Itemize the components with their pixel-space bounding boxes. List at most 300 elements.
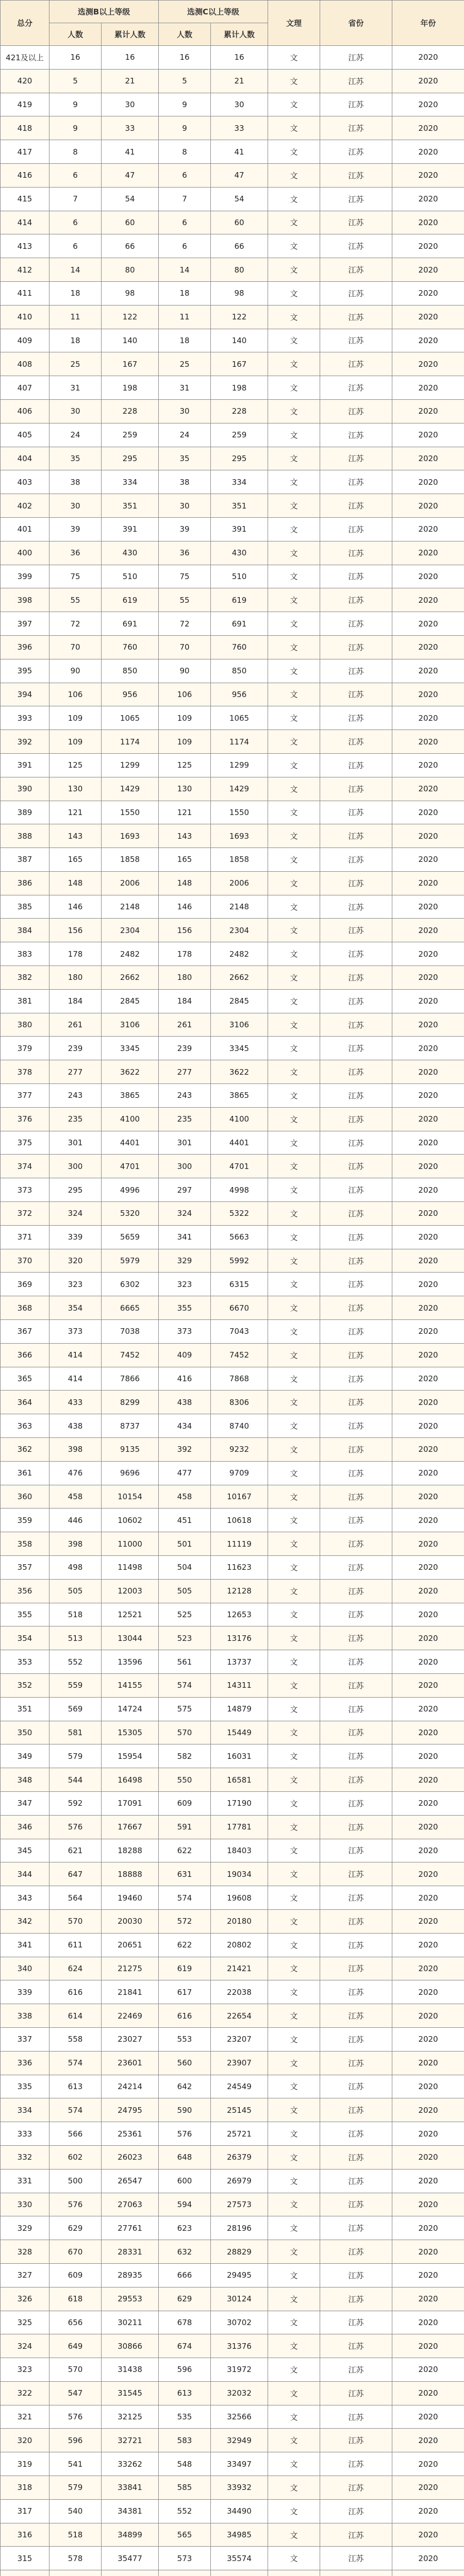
- cell-year: 2020: [392, 1744, 464, 1768]
- cell-b-people: 165: [49, 848, 102, 872]
- cell-subject: 文: [268, 1438, 320, 1462]
- cell-year: 2020: [392, 1391, 464, 1414]
- cell-b-cumulative: 295: [102, 447, 159, 470]
- cell-subject: 文: [268, 1957, 320, 1980]
- cell-b-cumulative: 28935: [102, 2263, 159, 2287]
- cell-score: 406: [1, 399, 49, 423]
- cell-subject: 文: [268, 1414, 320, 1438]
- cell-year: 2020: [392, 1178, 464, 1202]
- cell-b-people: 373: [49, 1320, 102, 1344]
- cell-b-cumulative: 4401: [102, 1131, 159, 1155]
- cell-score: 374: [1, 1155, 49, 1178]
- cell-score: 336: [1, 2051, 49, 2075]
- cell-c-people: 409: [159, 1343, 211, 1367]
- cell-b-cumulative: 7038: [102, 1320, 159, 1344]
- cell-b-people: 70: [49, 635, 102, 659]
- cell-b-people: 505: [49, 1579, 102, 1603]
- cell-b-people: 109: [49, 706, 102, 730]
- cell-c-people: 451: [159, 1509, 211, 1532]
- cell-c-cumulative: 2006: [211, 871, 268, 895]
- cell-year: 2020: [392, 1414, 464, 1438]
- cell-b-people: 446: [49, 1509, 102, 1532]
- cell-year: 2020: [392, 683, 464, 706]
- cell-year: 2020: [392, 447, 464, 470]
- table-row: [1, 1414, 464, 1438]
- cell-year: 2020: [392, 1273, 464, 1296]
- cell-c-cumulative: 122: [211, 305, 268, 329]
- table-row: [1, 2499, 464, 2523]
- cell-b-cumulative: 8299: [102, 1391, 159, 1414]
- cell-b-cumulative: 54: [102, 187, 159, 211]
- cell-c-cumulative: 2845: [211, 989, 268, 1013]
- cell-province: [320, 2570, 392, 2576]
- cell-year: 2020: [392, 966, 464, 990]
- cell-c-people: 535: [159, 2405, 211, 2429]
- cell-province: 江苏: [320, 2287, 392, 2311]
- cell-subject: 文: [268, 1202, 320, 1226]
- cell-province: 江苏: [320, 942, 392, 966]
- cell-b-people: 106: [49, 683, 102, 706]
- cell-b-cumulative: 29553: [102, 2287, 159, 2311]
- cell-score: 318: [1, 2476, 49, 2500]
- cell-b-people: 540: [49, 2499, 102, 2523]
- table-row: [1, 683, 464, 706]
- cell-province: 江苏: [320, 1013, 392, 1037]
- cell-c-people: 642: [159, 2075, 211, 2098]
- cell-year: 2020: [392, 1367, 464, 1391]
- cell-c-people: 18: [159, 281, 211, 305]
- cell-b-cumulative: 18888: [102, 1862, 159, 1886]
- cell-province: 江苏: [320, 2452, 392, 2476]
- cell-c-cumulative: 24549: [211, 2075, 268, 2098]
- cell-year: 2020: [392, 2122, 464, 2146]
- cell-score: 391: [1, 753, 49, 777]
- cell-score: 357: [1, 1556, 49, 1580]
- cell-province: 江苏: [320, 187, 392, 211]
- cell-province: 江苏: [320, 447, 392, 470]
- cell-score: 420: [1, 69, 49, 93]
- cell-score: 383: [1, 942, 49, 966]
- cell-province: 江苏: [320, 2311, 392, 2334]
- cell-year: 2020: [392, 1556, 464, 1580]
- cell-b-cumulative: 8737: [102, 1414, 159, 1438]
- cell-b-people: 180: [49, 966, 102, 990]
- cell-subject: 文: [268, 1721, 320, 1744]
- cell-province: 江苏: [320, 588, 392, 612]
- cell-b-cumulative: 2148: [102, 895, 159, 919]
- table-row: [1, 1791, 464, 1815]
- cell-score: 404: [1, 447, 49, 470]
- cell-score: 365: [1, 1367, 49, 1391]
- cell-b-cumulative: 619: [102, 588, 159, 612]
- cell-b-people: 30: [49, 494, 102, 518]
- cell-c-people: [159, 2570, 211, 2576]
- cell-c-people: 8: [159, 140, 211, 164]
- table-row: [1, 234, 464, 258]
- cell-c-people: 14: [159, 258, 211, 282]
- cell-b-cumulative: 510: [102, 565, 159, 588]
- cell-year: 2020: [392, 352, 464, 376]
- cell-c-people: 239: [159, 1037, 211, 1060]
- cell-subject: 文: [268, 187, 320, 211]
- cell-c-people: 323: [159, 1273, 211, 1296]
- table-row: [1, 517, 464, 541]
- cell-year: 2020: [392, 93, 464, 116]
- cell-year: 2020: [392, 163, 464, 187]
- cell-subject: 文: [268, 848, 320, 872]
- table-row: [1, 871, 464, 895]
- cell-score: 351: [1, 1697, 49, 1721]
- table-body: [1, 46, 464, 2576]
- cell-b-people: 570: [49, 1909, 102, 1933]
- cell-b-cumulative: 24795: [102, 2098, 159, 2122]
- cell-c-cumulative: 8740: [211, 1414, 268, 1438]
- cell-b-cumulative: 2845: [102, 989, 159, 1013]
- cell-c-people: 619: [159, 1957, 211, 1980]
- cell-b-people: 354: [49, 1296, 102, 1320]
- cell-province: 江苏: [320, 1178, 392, 1202]
- cell-c-people: 600: [159, 2169, 211, 2193]
- cell-subject: 文: [268, 116, 320, 140]
- table-row: [1, 423, 464, 447]
- cell-c-cumulative: 33497: [211, 2452, 268, 2476]
- cell-score: 393: [1, 706, 49, 730]
- table-row: [1, 46, 464, 70]
- cell-b-cumulative: 2482: [102, 942, 159, 966]
- cell-b-cumulative: 3106: [102, 1013, 159, 1037]
- cell-province: 江苏: [320, 1202, 392, 1226]
- cell-year: 2020: [392, 2169, 464, 2193]
- table-row: [1, 1273, 464, 1296]
- cell-b-people: 614: [49, 2004, 102, 2028]
- cell-score: 346: [1, 1815, 49, 1839]
- cell-year: 2020: [392, 1131, 464, 1155]
- cell-b-cumulative: 6302: [102, 1273, 159, 1296]
- cell-b-cumulative: 20030: [102, 1909, 159, 1933]
- cell-year: 2020: [392, 1202, 464, 1226]
- cell-c-cumulative: 140: [211, 329, 268, 352]
- cell-province: 江苏: [320, 848, 392, 872]
- cell-c-cumulative: 1858: [211, 848, 268, 872]
- cell-b-people: 277: [49, 1060, 102, 1084]
- cell-province: 江苏: [320, 2216, 392, 2240]
- cell-year: 2020: [392, 989, 464, 1013]
- cell-c-people: 576: [159, 2122, 211, 2146]
- cell-province: 江苏: [320, 1249, 392, 1273]
- cell-province: 江苏: [320, 2169, 392, 2193]
- table-row: [1, 1509, 464, 1532]
- table-row: [1, 1084, 464, 1108]
- cell-c-cumulative: 19608: [211, 1886, 268, 1910]
- cell-province: 江苏: [320, 1367, 392, 1391]
- cell-score: 409: [1, 329, 49, 352]
- cell-b-people: 476: [49, 1461, 102, 1485]
- cell-c-cumulative: 6315: [211, 1273, 268, 1296]
- cell-b-cumulative: 1858: [102, 848, 159, 872]
- cell-subject: 文: [268, 1603, 320, 1626]
- cell-subject: 文: [268, 399, 320, 423]
- cell-subject: 文: [268, 329, 320, 352]
- cell-province: 江苏: [320, 46, 392, 70]
- cell-c-people: 438: [159, 1391, 211, 1414]
- cell-subject: 文: [268, 895, 320, 919]
- cell-score: 345: [1, 1839, 49, 1862]
- cell-c-cumulative: 5322: [211, 1202, 268, 1226]
- cell-year: 2020: [392, 612, 464, 636]
- cell-province: 江苏: [320, 423, 392, 447]
- cell-c-people: 622: [159, 1839, 211, 1862]
- cell-subject: 文: [268, 1839, 320, 1862]
- cell-c-people: 178: [159, 942, 211, 966]
- cell-year: 2020: [392, 1060, 464, 1084]
- cell-province: 江苏: [320, 2499, 392, 2523]
- cell-year: 2020: [392, 46, 464, 70]
- cell-subject: 文: [268, 1579, 320, 1603]
- cell-b-cumulative: 11000: [102, 1532, 159, 1556]
- table-row: [1, 1461, 464, 1485]
- cell-year: 2020: [392, 919, 464, 942]
- cell-subject: 文: [268, 2381, 320, 2405]
- table-row: [1, 1107, 464, 1131]
- cell-score: 325: [1, 2311, 49, 2334]
- cell-b-cumulative: 31545: [102, 2381, 159, 2405]
- cell-score: 367: [1, 1320, 49, 1344]
- cell-year: 2020: [392, 2051, 464, 2075]
- cell-b-cumulative: 23027: [102, 2027, 159, 2051]
- cell-subject: 文: [268, 659, 320, 683]
- cell-score: 332: [1, 2145, 49, 2169]
- cell-c-people: 25: [159, 352, 211, 376]
- cell-score: 380: [1, 1013, 49, 1037]
- cell-year: 2020: [392, 824, 464, 848]
- table-row: [1, 1673, 464, 1697]
- cell-c-cumulative: 2148: [211, 895, 268, 919]
- cell-score: 369: [1, 1273, 49, 1296]
- table-row: [1, 753, 464, 777]
- cell-year: 2020: [392, 2358, 464, 2382]
- cell-score: 387: [1, 848, 49, 872]
- cell-province: 江苏: [320, 2004, 392, 2028]
- table-row: [1, 2098, 464, 2122]
- cell-province: 江苏: [320, 2193, 392, 2216]
- cell-year: 2020: [392, 942, 464, 966]
- cell-province: 江苏: [320, 1532, 392, 1556]
- cell-subject: 文: [268, 1673, 320, 1697]
- cell-score: 353: [1, 1650, 49, 1674]
- table-row: [1, 659, 464, 683]
- cell-score: 350: [1, 1721, 49, 1744]
- cell-year: 2020: [392, 1697, 464, 1721]
- cell-c-people: 678: [159, 2311, 211, 2334]
- cell-c-people: 121: [159, 801, 211, 824]
- cell-c-people: 525: [159, 1603, 211, 1626]
- cell-c-cumulative: 14879: [211, 1697, 268, 1721]
- cell-c-people: 648: [159, 2145, 211, 2169]
- cell-c-cumulative: 198: [211, 376, 268, 400]
- cell-province: 江苏: [320, 2358, 392, 2382]
- cell-score: 421及以上: [1, 46, 49, 70]
- cell-b-people: 629: [49, 2216, 102, 2240]
- cell-b-people: 6: [49, 163, 102, 187]
- cell-year: 2020: [392, 1839, 464, 1862]
- cell-score: 402: [1, 494, 49, 518]
- cell-c-people: 523: [159, 1626, 211, 1650]
- cell-province: 江苏: [320, 2381, 392, 2405]
- cell-year: 2020: [392, 871, 464, 895]
- cell-subject: 文: [268, 1107, 320, 1131]
- cell-year: [392, 2570, 464, 2576]
- table-row: [1, 2051, 464, 2075]
- cell-c-people: 9: [159, 93, 211, 116]
- cell-c-cumulative: 29495: [211, 2263, 268, 2287]
- table-row: [1, 2547, 464, 2570]
- cell-score: 417: [1, 140, 49, 164]
- cell-province: 江苏: [320, 1485, 392, 1509]
- cell-province: 江苏: [320, 281, 392, 305]
- cell-year: 2020: [392, 2216, 464, 2240]
- cell-score: 356: [1, 1579, 49, 1603]
- cell-subject: 文: [268, 1768, 320, 1792]
- cell-year: 2020: [392, 1249, 464, 1273]
- cell-subject: 文: [268, 2287, 320, 2311]
- cell-province: 江苏: [320, 1650, 392, 1674]
- cell-subject: 文: [268, 1980, 320, 2004]
- cell-c-people: 550: [159, 1768, 211, 1792]
- cell-c-people: 585: [159, 2476, 211, 2500]
- cell-c-people: 106: [159, 683, 211, 706]
- cell-province: 江苏: [320, 494, 392, 518]
- cell-year: 2020: [392, 2429, 464, 2452]
- table-row: [1, 1485, 464, 1509]
- cell-b-people: 569: [49, 1697, 102, 1721]
- cell-c-people: 622: [159, 1933, 211, 1957]
- cell-c-people: 243: [159, 1084, 211, 1108]
- cell-c-cumulative: 33: [211, 116, 268, 140]
- cell-province: 江苏: [320, 824, 392, 848]
- cell-b-people: 558: [49, 2027, 102, 2051]
- cell-b-cumulative: 122: [102, 305, 159, 329]
- header-b-people: 人数: [49, 23, 102, 46]
- cell-b-cumulative: 11498: [102, 1556, 159, 1580]
- cell-province: 江苏: [320, 2405, 392, 2429]
- cell-province: 江苏: [320, 69, 392, 93]
- cell-c-cumulative: 1065: [211, 706, 268, 730]
- cell-c-cumulative: 11623: [211, 1556, 268, 1580]
- cell-b-cumulative: 26547: [102, 2169, 159, 2193]
- cell-c-cumulative: 2662: [211, 966, 268, 990]
- cell-b-people: 8: [49, 140, 102, 164]
- cell-subject: 文: [268, 942, 320, 966]
- cell-c-people: 666: [159, 2263, 211, 2287]
- cell-score: 319: [1, 2452, 49, 2476]
- cell-score: 364: [1, 1391, 49, 1414]
- cell-b-people: 339: [49, 1225, 102, 1249]
- cell-b-cumulative: 7452: [102, 1343, 159, 1367]
- cell-b-people: 596: [49, 2429, 102, 2452]
- cell-c-people: 300: [159, 1155, 211, 1178]
- cell-c-people: 329: [159, 1249, 211, 1273]
- cell-c-people: 5: [159, 69, 211, 93]
- cell-province: 江苏: [320, 1768, 392, 1792]
- cell-province: 江苏: [320, 1886, 392, 1910]
- cell-c-people: 560: [159, 2051, 211, 2075]
- cell-c-people: 623: [159, 2216, 211, 2240]
- cell-year: 2020: [392, 305, 464, 329]
- cell-c-cumulative: 60: [211, 211, 268, 234]
- cell-b-cumulative: 41: [102, 140, 159, 164]
- cell-year: 2020: [392, 730, 464, 754]
- cell-year: 2020: [392, 2193, 464, 2216]
- cell-b-people: 513: [49, 1626, 102, 1650]
- cell-score: 382: [1, 966, 49, 990]
- cell-year: 2020: [392, 1225, 464, 1249]
- cell-b-people: 398: [49, 1532, 102, 1556]
- cell-subject: 文: [268, 1131, 320, 1155]
- cell-subject: 文: [268, 2358, 320, 2382]
- cell-score: 354: [1, 1626, 49, 1650]
- cell-b-people: 398: [49, 1438, 102, 1462]
- cell-c-people: 583: [159, 2429, 211, 2452]
- cell-b-cumulative: 956: [102, 683, 159, 706]
- cell-c-cumulative: 16: [211, 46, 268, 70]
- cell-c-cumulative: 21: [211, 69, 268, 93]
- table-row: [1, 919, 464, 942]
- cell-b-cumulative: 760: [102, 635, 159, 659]
- cell-subject: 文: [268, 588, 320, 612]
- cell-year: 2020: [392, 423, 464, 447]
- cell-province: 江苏: [320, 1579, 392, 1603]
- cell-c-cumulative: 760: [211, 635, 268, 659]
- cell-b-cumulative: 5320: [102, 1202, 159, 1226]
- cell-score: 388: [1, 824, 49, 848]
- cell-b-people: 14: [49, 258, 102, 282]
- cell-b-people: 566: [49, 2122, 102, 2146]
- cell-score: 411: [1, 281, 49, 305]
- table-row: [1, 258, 464, 282]
- cell-score: 348: [1, 1768, 49, 1792]
- cell-b-cumulative: 14724: [102, 1697, 159, 1721]
- cell-year: 2020: [392, 1626, 464, 1650]
- table-row: [1, 1155, 464, 1178]
- cell-subject: 文: [268, 2004, 320, 2028]
- cell-score: 372: [1, 1202, 49, 1226]
- table-row: [1, 376, 464, 400]
- cell-c-people: 613: [159, 2381, 211, 2405]
- cell-b-cumulative: 10602: [102, 1509, 159, 1532]
- cell-b-cumulative: 60: [102, 211, 159, 234]
- cell-c-cumulative: 4701: [211, 1155, 268, 1178]
- cell-c-cumulative: 2482: [211, 942, 268, 966]
- cell-province: 江苏: [320, 612, 392, 636]
- cell-subject: 文: [268, 69, 320, 93]
- table-row: [1, 1131, 464, 1155]
- cell-province: 江苏: [320, 1296, 392, 1320]
- table-row: [1, 1650, 464, 1674]
- cell-score: 335: [1, 2075, 49, 2098]
- table-row: [1, 163, 464, 187]
- cell-score: 342: [1, 1909, 49, 1933]
- cell-b-people: 552: [49, 1650, 102, 1674]
- cell-subject: 文: [268, 565, 320, 588]
- cell-b-people: 39: [49, 517, 102, 541]
- cell-b-cumulative: 26023: [102, 2145, 159, 2169]
- cell-subject: 文: [268, 2216, 320, 2240]
- cell-c-cumulative: 17190: [211, 1791, 268, 1815]
- cell-province: 江苏: [320, 1438, 392, 1462]
- cell-b-cumulative: 2006: [102, 871, 159, 895]
- cell-c-cumulative: 13176: [211, 1626, 268, 1650]
- cell-subject: 文: [268, 1296, 320, 1320]
